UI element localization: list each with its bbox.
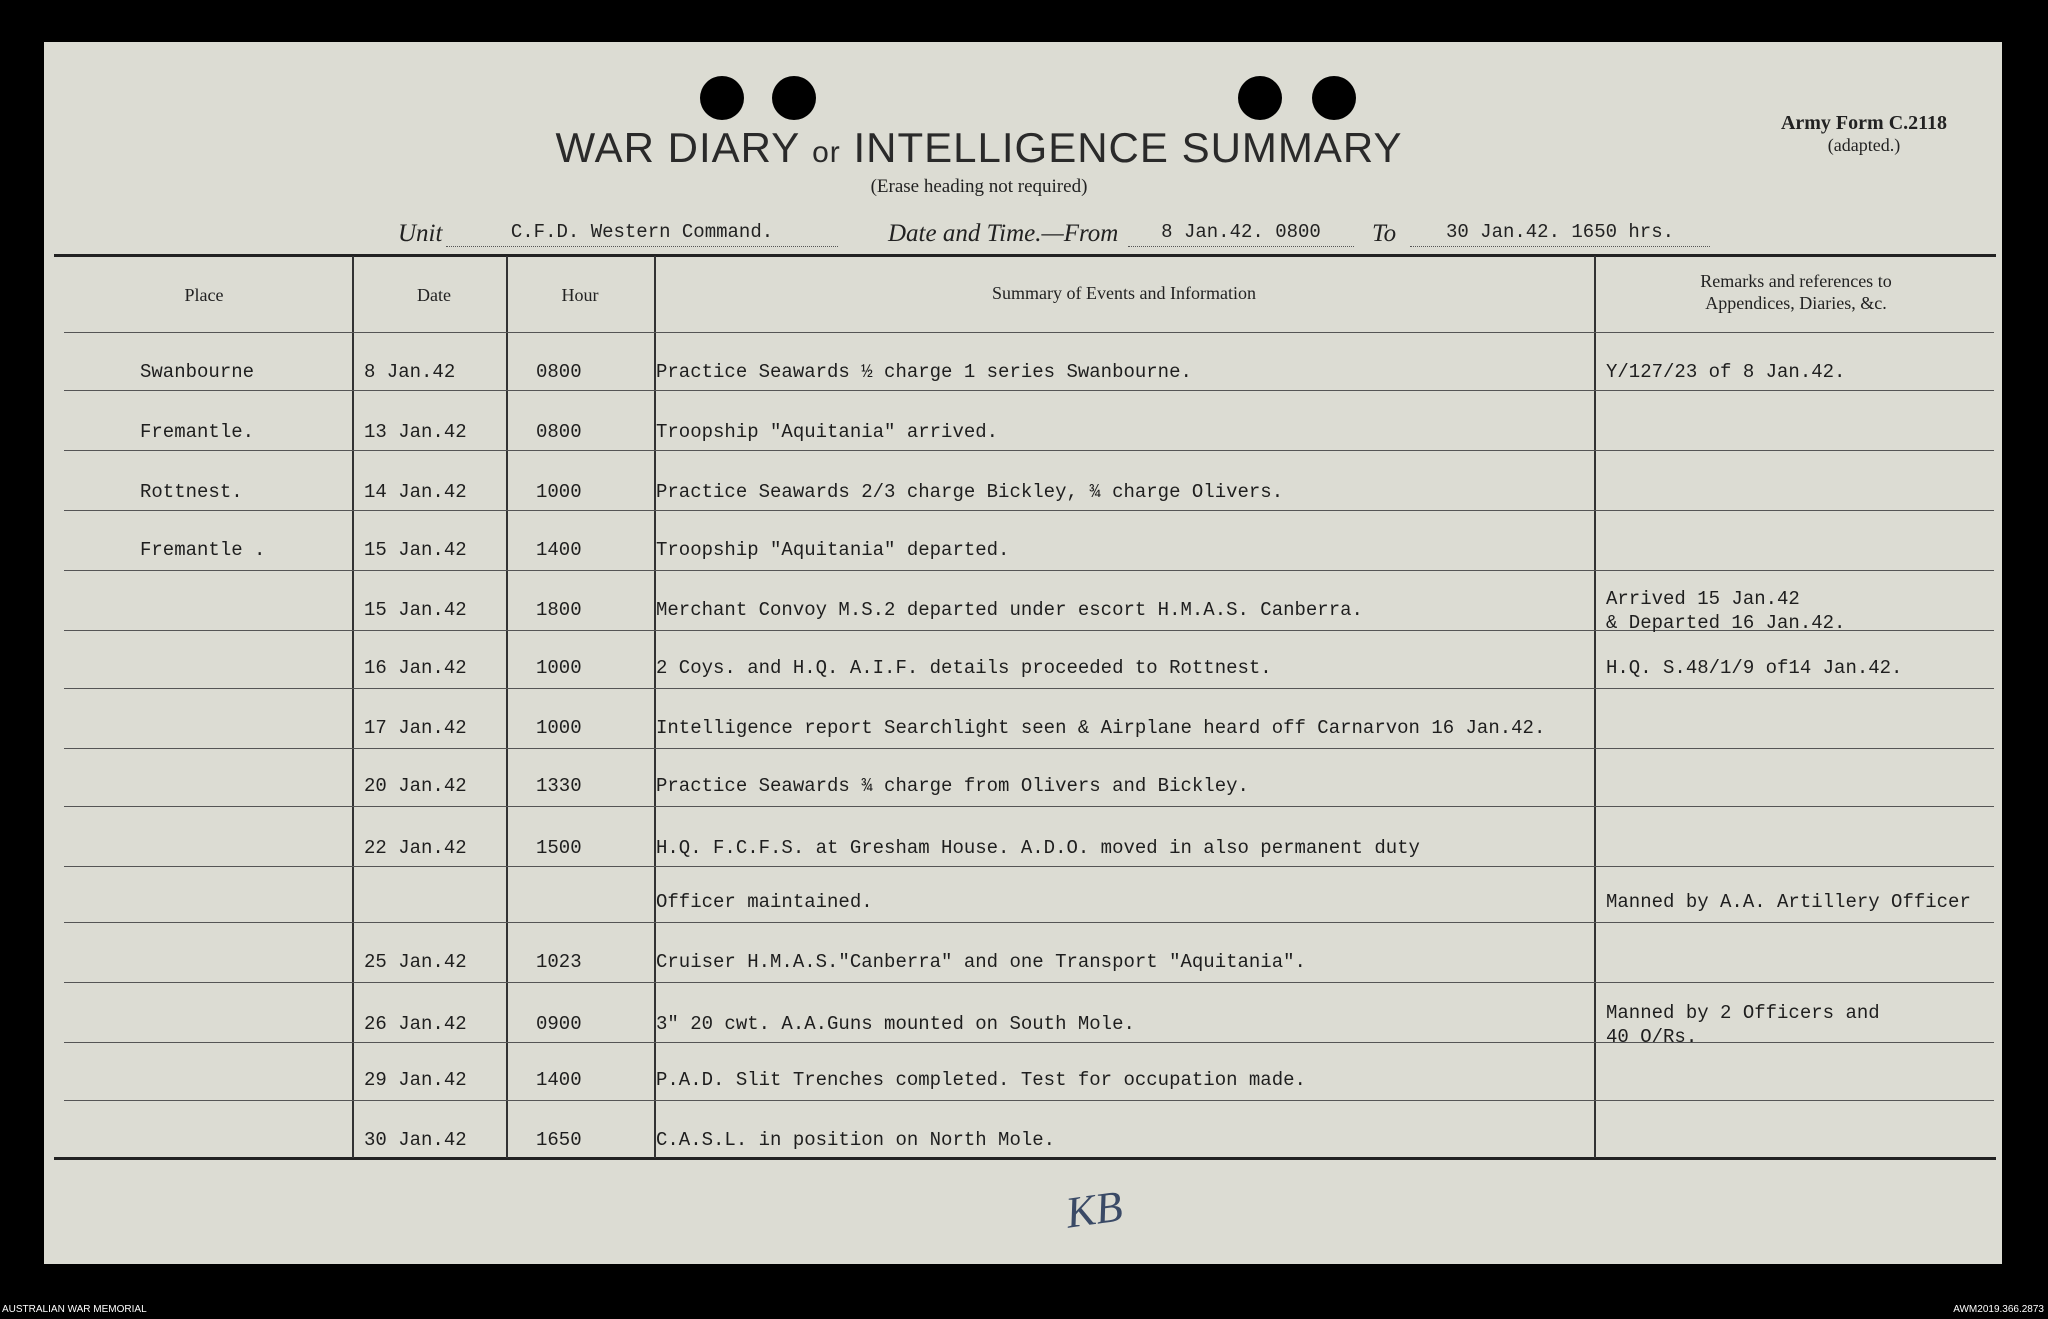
entry-summary: Merchant Convoy M.S.2 departed under escort H.M.A.S. Canberra. [656,599,1363,621]
diary-page [44,42,2002,1264]
column-divider [352,256,354,1158]
row-divider [64,1100,1994,1101]
entry-summary: Cruiser H.M.A.S."Canberra" and one Transport "Aquitania". [656,951,1306,973]
row-divider [64,688,1994,689]
from-value: 8 Jan.42. 0800 [1128,220,1354,247]
entry-hour: 1023 [536,951,582,973]
footer-source: AUSTRALIAN WAR MEMORIAL [2,1304,147,1315]
entry-summary: Practice Seawards ¾ charge from Olivers and Bickley. [656,775,1249,797]
row-divider [64,1042,1994,1043]
entry-remarks: Arrived 15 Jan.42 [1606,588,1800,610]
entry-remarks: Manned by A.A. Artillery Officer [1606,891,1971,913]
entry-date: 26 Jan.42 [364,1013,467,1035]
entry-hour: 1000 [536,481,582,503]
to-label: To [1372,220,1397,247]
entry-place: Fremantle. [140,421,255,443]
entry-place: Fremantle . [140,539,266,561]
handwritten-initials: KB [1062,1181,1126,1238]
entry-date: 17 Jan.42 [364,717,467,739]
entry-remarks: H.Q. S.48/1/9 of14 Jan.42. [1606,657,1903,679]
entry-remarks-continued: 40 O/Rs. [1606,1026,1698,1048]
footer-reference: AWM2019.366.2873 [1953,1304,2044,1315]
entry-date: 15 Jan.42 [364,539,467,561]
col-header-remarks: Remarks and references to Appendices, Diaries, &c. [1700,271,1892,313]
entry-summary: Troopship "Aquitania" arrived. [656,421,999,443]
punch-hole [1312,76,1356,120]
row-divider [64,510,1994,511]
entry-summary: H.Q. F.C.F.S. at Gresham House. A.D.O. moved in also permanent duty [656,837,1420,859]
entry-hour: 1330 [536,775,582,797]
date-time-label: Date and Time.—From [888,220,1119,247]
row-divider [64,570,1994,571]
row-divider [64,922,1994,923]
entry-summary: C.A.S.L. in position on North Mole. [656,1129,1056,1151]
entry-summary: Intelligence report Searchlight seen & Airplane heard off Carnarvon 16 Jan.42. [656,717,1546,739]
entry-hour: 0800 [536,421,582,443]
to-value: 30 Jan.42. 1650 hrs. [1410,220,1710,247]
entry-date: 22 Jan.42 [364,837,467,859]
entry-date: 14 Jan.42 [364,481,467,503]
entry-summary: P.A.D. Slit Trenches completed. Test for occupation made. [656,1069,1306,1091]
entry-date: 30 Jan.42 [364,1129,467,1151]
entry-summary: 3" 20 cwt. A.A.Guns mounted on South Mole. [656,1013,1135,1035]
row-divider [64,806,1994,807]
entry-date: 20 Jan.42 [364,775,467,797]
entry-remarks-continued: & Departed 16 Jan.42. [1606,612,1846,634]
punch-hole [700,76,744,120]
row-divider [64,866,1994,867]
entry-summary: Practice Seawards 2/3 charge Bickley, ¾ charge Olivers. [656,481,1284,503]
page-title: WAR DIARY or INTELLIGENCE SUMMARY [555,124,1403,171]
army-form-label: Army Form C.2118 (adapted.) [1780,112,1948,155]
column-divider [1594,256,1596,1158]
page-subtitle: (Erase heading not required) [870,176,1088,197]
entry-hour: 1800 [536,599,582,621]
row-divider [64,450,1994,451]
entry-place: Swanbourne [140,361,255,383]
entry-date: 8 Jan.42 [364,361,456,383]
entry-remarks: Y/127/23 of 8 Jan.42. [1606,361,1846,383]
entry-hour: 1400 [536,1069,582,1091]
entry-place: Rottnest. [140,481,243,503]
entry-hour: 0800 [536,361,582,383]
entry-date: 15 Jan.42 [364,599,467,621]
column-divider [506,256,508,1158]
col-header-hour: Hour [561,285,599,305]
entry-hour: 1500 [536,837,582,859]
entry-hour: 1000 [536,657,582,679]
entry-date: 25 Jan.42 [364,951,467,973]
row-divider [64,390,1994,391]
unit-value: C.F.D. Western Command. [446,220,838,247]
entry-hour: 1650 [536,1129,582,1151]
punch-hole [772,76,816,120]
entry-date: 29 Jan.42 [364,1069,467,1091]
entry-summary: Troopship "Aquitania" departed. [656,539,1010,561]
header-divider [64,332,1994,333]
col-header-place: Place [184,285,224,305]
entry-remarks: Manned by 2 Officers and [1606,1002,1880,1024]
row-divider [64,748,1994,749]
table-bottom-rule [54,1157,1996,1160]
punch-hole [1238,76,1282,120]
col-header-summary: Summary of Events and Information [992,283,1256,303]
table-top-rule [54,254,1996,257]
entry-date: 16 Jan.42 [364,657,467,679]
row-divider [64,982,1994,983]
unit-label: Unit [398,220,443,247]
entry-summary: Officer maintained. [656,891,873,913]
entry-hour: 1400 [536,539,582,561]
entry-hour: 0900 [536,1013,582,1035]
col-header-date: Date [417,285,451,305]
entry-date: 13 Jan.42 [364,421,467,443]
entry-summary: Practice Seawards ½ charge 1 series Swanbourne. [656,361,1192,383]
entry-hour: 1000 [536,717,582,739]
entry-summary: 2 Coys. and H.Q. A.I.F. details proceeded to Rottnest. [656,657,1272,679]
